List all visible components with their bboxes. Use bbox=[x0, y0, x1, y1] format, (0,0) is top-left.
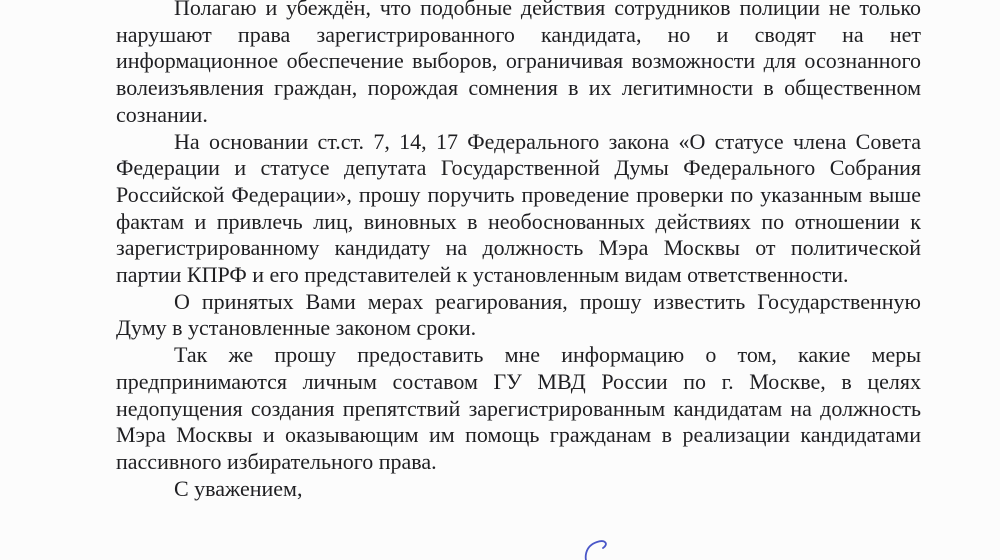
closing-salutation: С уважением, bbox=[174, 475, 303, 501]
paragraph-inspection-request: На основании ст.ст. 7, 14, 17 Федерального закона «О статусе члена Совета Федерации и статусе депутата Государственной Думы Федерального Собрания Российской Федерации», прошу поручить проведение проверки по указанным выше фактам и привлечь лиц, виновных в необоснованных действиях по отношении к зарегистрированному кандидату на должность Мэра Москвы от политической партии КПРФ и его представителей к установленным видам ответственности. bbox=[116, 128, 921, 288]
paragraph-notify-duma: О принятых Вами мерах реагирования, прошу известить Государственную Думу в установленные законом сроки. bbox=[116, 288, 921, 341]
paragraph-information-request: Так же прошу предоставить мне информацию о том, какие меры предпринимаются личным составом ГУ МВД России по г. Москве, в целях недопущения создания препятствий зарегистрированным кандидатам на должность Мэра Москвы и оказывающим им помощь гражданам в реализации кандидатами пассивного избирательного права. bbox=[116, 342, 921, 474]
signature-stroke bbox=[575, 538, 635, 560]
paragraph-legitimacy-concern: Полагаю и убеждён, что подобные действия сотрудников полиции не только нарушают права зарегистрированного кандидата, но и сводят на нет информационное обеспечение выборов, ограничивая возможности для осознанного волеизъявления граждан, порождая сомнения в их легитимности в общественном сознании. bbox=[116, 0, 921, 127]
letter-body bbox=[116, 0, 921, 502]
